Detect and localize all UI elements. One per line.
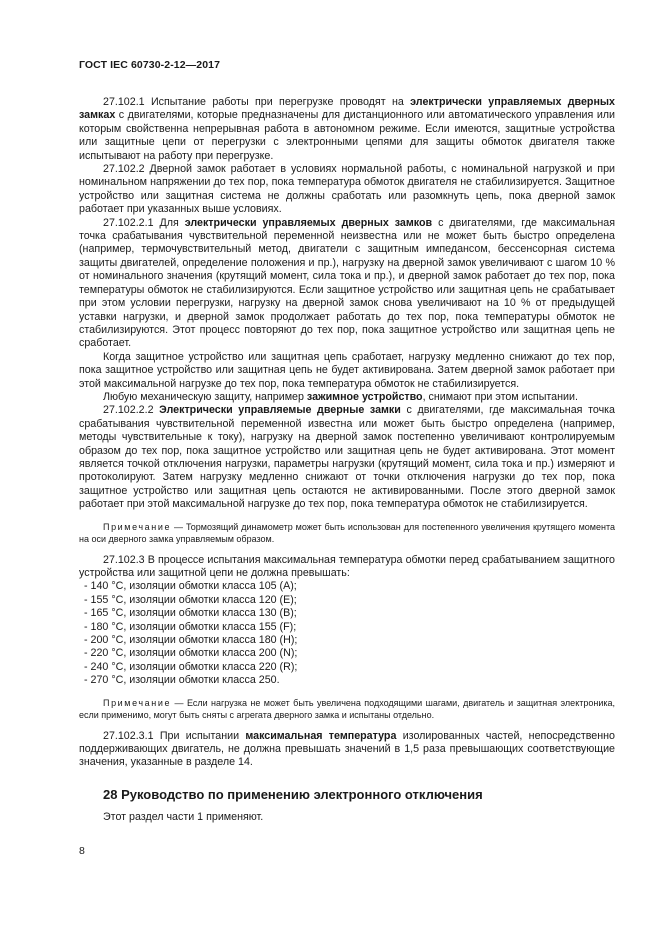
note-dynamometer: Примечание — Тормозящий динамометр может быть использован для постепенного увеличения крутящего момента на оси дверного замка управляемым образом. [79, 521, 615, 544]
list-item: - 200 °C, изоляции обмотки класса 180 (H); [84, 634, 298, 647]
list-item: - 270 °C, изоляции обмотки класса 250. [84, 674, 280, 687]
bold-term: Электрически управляемые дверные замки [159, 404, 401, 417]
paragraph-27-102-3-1: 27.102.3.1 При испытании максимальная температура изолированных частей, непосредственно поддерживающих двигатель, не должна превышать значений в 1,5 раза превышающих соответствующие значения, указанные в разделе 14. [79, 729, 615, 769]
paragraph-27-102-1: 27.102.1 Испытание работы при перегрузке проводят на электрически управляемых дверных замках с двигателями, которые предназначены для дистанционного или автоматического управления или которым свойственна непрерывная работа в автономном режиме. Если имеются, защитные устройства или защитные цепи от перегрузки с электронными цепями для защиты обмоток двигателя также испытывают на работу при перегрузке. [79, 96, 615, 162]
paragraph-protection-trip: Когда защитное устройство или защитная цепь сработает, нагрузку медленно снижают до тех пор, пока защитное устройство или защитная цепь не будет активирована. Затем дверной замок работает при этой максимальной нагрузке до тех пор, пока температура обмоток не стабилизируется. [79, 350, 615, 390]
bold-term: зажимное устройство [306, 390, 423, 403]
list-item: - 220 °C, изоляции обмотки класса 200 (N); [84, 647, 298, 660]
list-item: - 180 °C, изоляции обмотки класса 155 (F); [84, 620, 297, 633]
section-text: Этот раздел части 1 применяют. [103, 811, 264, 824]
paragraph-27-102-2-1: 27.102.2.1 Для электрически управляемых дверных замков с двигателями, где максимальная точка срабатывания чувствительной переменной неизвестна или не может быть быстро определена (например, термочувствительный метод, двигатели с защитным импедансом, бессенсорная система защиты двигателей, определение положения и пр.), нагрузку на дверной замок увеличивают с шагом 10 % от номинального значения (крутящий момент, сила тока и пр.), и дверной замок работает до тех пор, пока температуры обмоток не стабилизируются. Если защитное устройство или защитная цепь не срабатывает при этом условии перегрузки, нагрузку на дверной замок снова увеличивают на 10 % от предыдущей уставки нагрузки, и дверной замок продолжает работать до тех пор, пока температуры обмоток не стабилизируются. Этот процесс повторяют до тех пор, пока защитное устройство или защитная цепь не сработает. [79, 216, 615, 350]
list-item: - 140 °C, изоляции обмотки класса 105 (A); [84, 580, 297, 593]
paragraph-27-102-3: 27.102.3 В процессе испытания максимальная температура обмотки перед срабатыванием защитного устройства или защитной цепи не должна превышать: [79, 553, 615, 579]
temperature-list [79, 580, 615, 687]
page-number: 8 [79, 845, 85, 857]
bold-term: максимальная температура [245, 729, 397, 742]
note-label: Примечание [103, 697, 172, 708]
note-load-steps: Примечание — Если нагрузка не может быть увеличена подходящими шагами, двигатель и защитная электроника, если применимо, могут быть сняты с агрегата дверного замка и испытаны отдельно. [79, 697, 615, 720]
bold-term: электрически управляемых дверных замков [184, 216, 433, 229]
bold-term: электрически управляемых дверных замках [79, 96, 615, 122]
note-label: Примечание [103, 521, 172, 532]
paragraph-27-102-2: 27.102.2 Дверной замок работает в условиях нормальной работы, с номинальной нагрузкой и при номинальном напряжении до тех пор, пока температура обмоток двигателя не стабилизируется. Защитное устройство или защитная система не должны сработать или разомкнуть цепь, пока дверной замок работает при указанных выше условиях. [79, 163, 615, 216]
paragraph-mechanical-protection: Любую механическую защиту, например зажимное устройство, снимают при этом испытании. [103, 390, 578, 403]
document-body [79, 96, 615, 825]
paragraph-27-102-2-2: 27.102.2.2 Электрически управляемые дверные замки с двигателями, где максимальная точка срабатывания чувствительной переменной известна или может быть быстро определена (например, методы чувствительные к току), нагрузку на дверной замок постепенно увеличивают контролируемым образом до тех пор, пока защитное устройство или защитная цепь не будет активирована. Этот момент является точкой отключения нагрузки, параметры нагрузки (крутящий момент, сила тока и пр.) измеряют и протоколируют. Затем нагрузку медленно снижают от точки отключения нагрузки до тех пор, пока защитное устройство или защитная цепь остаются не активированными. После этого дверной замок работает при этой максимальной нагрузке до тех пор, пока температура обмоток не стабилизируется. [79, 404, 615, 511]
list-item: - 155 °C, изоляции обмотки класса 120 (E); [84, 593, 297, 606]
document-header: ГОСТ IEC 60730-2-12—2017 [79, 59, 221, 71]
list-item: - 165 °C, изоляции обмотки класса 130 (B); [84, 607, 297, 620]
list-item: - 240 °C, изоляции обмотки класса 220 (R); [84, 660, 298, 673]
section-heading: 28 Руководство по применению электронного отключения [103, 786, 483, 802]
